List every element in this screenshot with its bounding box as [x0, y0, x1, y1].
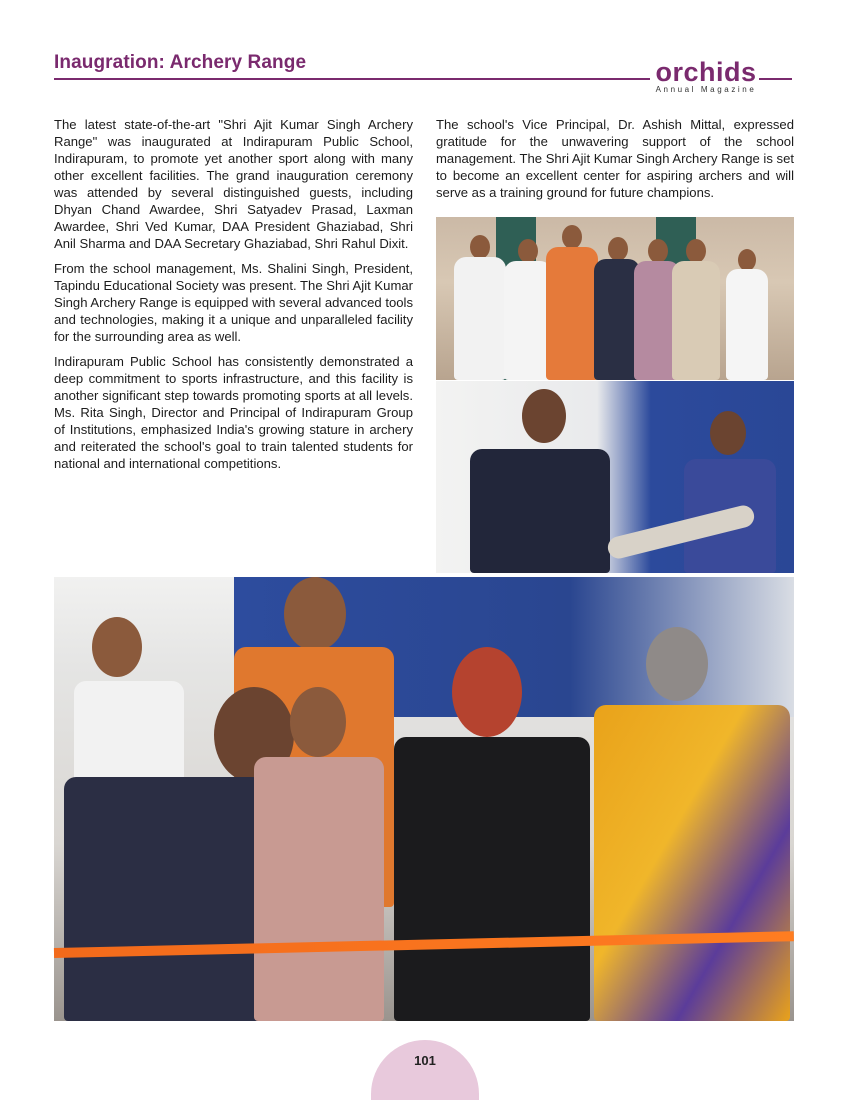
body	[394, 737, 590, 1021]
head	[608, 237, 628, 261]
body	[672, 261, 720, 380]
speaker-photo	[436, 381, 794, 573]
group-photo	[436, 217, 794, 380]
paragraph-2: From the school management, Ms. Shalini Singh, President, Tapindu Educational Society was present. The Shri Ajit Kumar Singh Archery Range is equipped with several advanced tools and technologies, making it a unique and unparalleled facility for the surrounding area as well.	[54, 261, 413, 344]
body	[546, 247, 598, 380]
paragraph-3: Indirapuram Public School has consistently demonstrated a deep commitment to sports infrastructure, and this facility is another significant step towards promoting sports at all levels. Ms. Rita Singh, Director and Principal of Indirapuram Group of Institutions, emphasized India's growing stature in archery and reiterated the school's goal to train talented students for national and international competitions.	[54, 354, 413, 471]
head	[710, 411, 746, 455]
head	[562, 225, 582, 249]
page-tab	[371, 1040, 479, 1100]
head	[452, 647, 522, 737]
left-column	[54, 116, 413, 480]
body	[254, 757, 384, 1021]
head	[646, 627, 708, 701]
head	[470, 235, 490, 259]
header-rule-right	[759, 78, 792, 80]
head	[290, 687, 346, 757]
right-column	[436, 116, 794, 209]
body	[594, 705, 790, 1021]
page-title: Inaugration: Archery Range	[54, 52, 307, 73]
head	[686, 239, 706, 263]
body	[64, 777, 264, 1021]
paragraph-4: The school's Vice Principal, Dr. Ashish Mittal, expressed gratitude for the unwavering support of the school management. The Shri Ajit Kumar Singh Archery Range is set to become an excellent center for aspiring archers and will serve as a training ground for future champions.	[436, 117, 794, 200]
logo-subtitle: Annual Magazine	[655, 85, 757, 94]
paragraph-1: The latest state-of-the-art "Shri Ajit Kumar Singh Archery Range" was inaugurated at Indirapuram Public School, Indirapuram, to promote yet another sport along with many other excellent facilities. The grand inauguration ceremony was attended by several distinguished guests, including Dhyan Chand Awardee, Shri Satyadev Prasad, Laxman Awardee, Shri Ved Kumar, DAA President Ghaziabad, Shri Anil Sharma and DAA Secretary Ghaziabad, Shri Rahul Dixit.	[54, 117, 413, 251]
head	[522, 389, 566, 443]
head	[738, 249, 756, 271]
page-number: 101	[414, 1053, 436, 1068]
head	[648, 239, 668, 263]
head	[284, 577, 346, 651]
body	[470, 449, 610, 573]
header-rule-left	[54, 78, 650, 80]
head	[518, 239, 538, 263]
logo-word: orchids	[655, 57, 757, 87]
body	[726, 269, 768, 380]
body	[504, 261, 552, 380]
head	[92, 617, 142, 677]
magazine-logo	[655, 58, 757, 94]
body	[454, 257, 506, 380]
